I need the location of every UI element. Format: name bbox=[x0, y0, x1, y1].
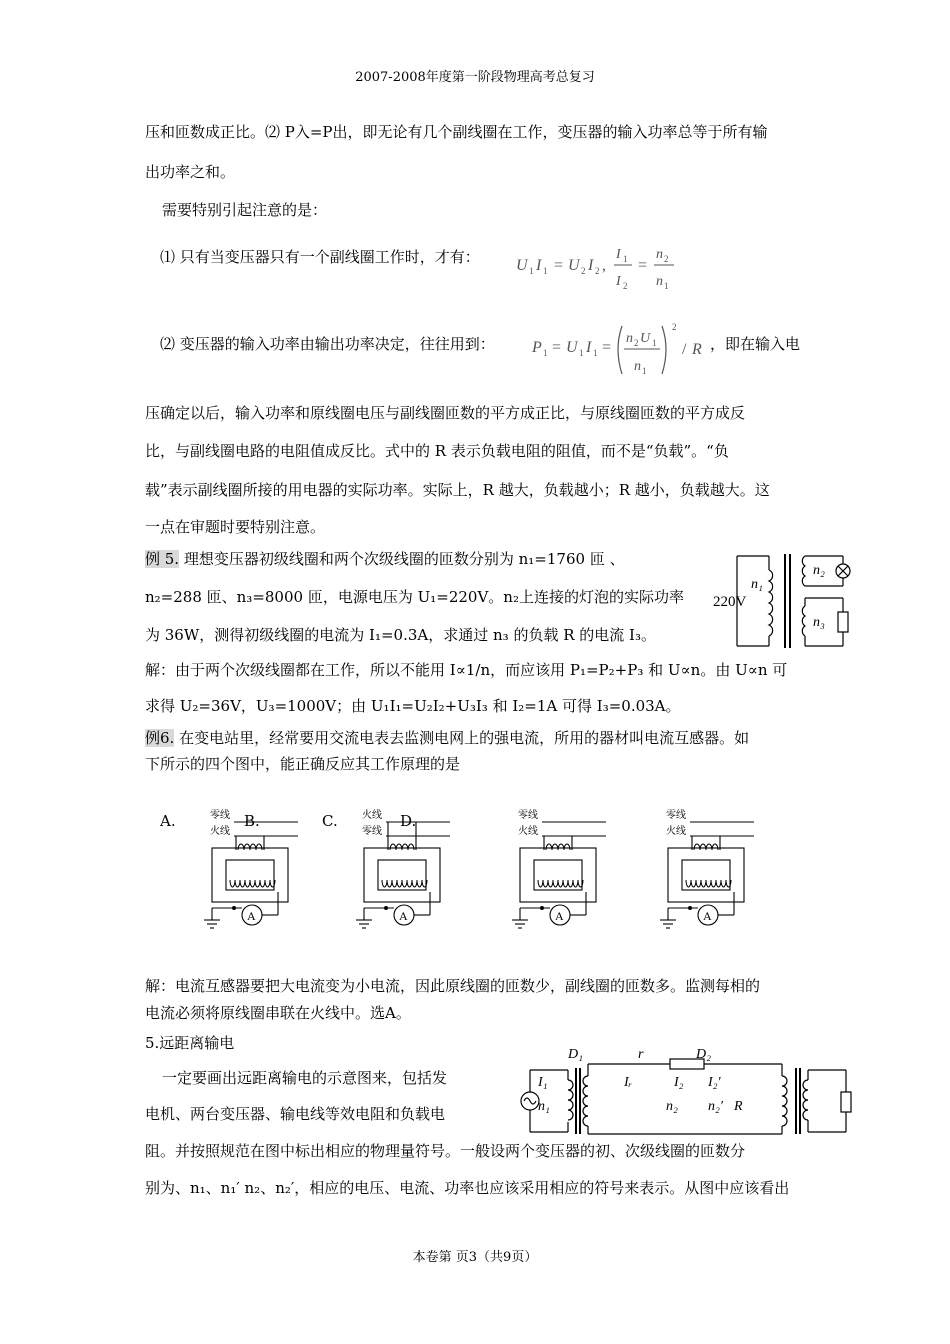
primary-coil bbox=[238, 844, 262, 850]
svg-text:2: 2 bbox=[623, 281, 628, 291]
text-line: ⑵ 变压器的输入功率由输出功率决定，往往用到： bbox=[160, 335, 495, 353]
text-line: 压确定以后，输入功率和原线圈电压与副线圈匝数的平方成正比，与原线圈匝数的平方成反 bbox=[145, 404, 746, 422]
example-tag: 例 5. bbox=[145, 550, 180, 568]
solution-line: 解：由于两个次级线圈都在工作，所以不能用 I∝1/n，而应该用 P₁=P₂+P₃ 和 U∝n。由 U∝n 可 bbox=[145, 661, 788, 679]
junction-dot bbox=[540, 906, 544, 910]
secondary-coil bbox=[230, 880, 275, 887]
solution-line: 求得 U₂=36V，U₃=1000V；由 U₁I₁=U₂I₂+U₃I₃ 和 I₂=1A 可得 I₃=0.03A。 bbox=[145, 697, 681, 715]
option-c: C. bbox=[322, 812, 338, 830]
label-r: r bbox=[638, 1047, 644, 1062]
svg-text:R: R bbox=[692, 341, 702, 358]
coil-label-n2: n₂ bbox=[813, 563, 825, 578]
example6-line2: 下所示的四个图中，能正确反应其工作原理的是 bbox=[145, 755, 461, 773]
text-line: 载”表示副线圈所接的用电器的实际功率。实际上，R 越大，负载越小；R 越小，负载越大。这 bbox=[145, 481, 770, 499]
text-line: 比，与副线圈电路的电阻值成反比。式中的 R 表示负载电阻的阻值，而不是“负载”。“负 bbox=[145, 442, 729, 460]
svg-text:n: n bbox=[634, 359, 641, 374]
example-tag: 例6. bbox=[145, 729, 175, 747]
example5-line1: 例 5. 理想变压器初级线圈和两个次级线圈的匝数分别为 n₁=1760 匝 、 bbox=[145, 550, 625, 568]
option-a: A. bbox=[160, 812, 176, 830]
svg-text:I: I bbox=[536, 257, 542, 274]
svg-text:n: n bbox=[656, 274, 663, 289]
power-transmission-diagram bbox=[510, 1040, 860, 1140]
svg-text:=: = bbox=[602, 339, 612, 356]
example5-line3: 为 36W，测得初级线圈的电流为 I₁=0.3A，求通过 n₃ 的负载 R 的电流 I₃。 bbox=[145, 626, 656, 644]
primary-coil bbox=[546, 844, 570, 850]
ammeter-label: A bbox=[555, 909, 564, 923]
svg-text:1: 1 bbox=[642, 366, 647, 376]
core-window bbox=[534, 860, 582, 890]
svg-text:P: P bbox=[532, 339, 542, 356]
core-frame bbox=[668, 848, 744, 902]
svg-text:1: 1 bbox=[579, 348, 584, 358]
svg-text:I: I bbox=[616, 247, 621, 262]
junction-dot bbox=[688, 906, 692, 910]
primary-coil bbox=[390, 844, 414, 850]
core-window bbox=[226, 860, 274, 890]
svg-text:I: I bbox=[588, 257, 594, 274]
wire-label: 火线 bbox=[210, 826, 230, 837]
page-footer: 本卷第 页3（共9页） bbox=[412, 1250, 538, 1265]
svg-text:1: 1 bbox=[652, 338, 657, 348]
ammeter-label: A bbox=[247, 909, 256, 923]
section-title: 5.远距离输电 bbox=[145, 1034, 235, 1052]
option-b: B. bbox=[244, 812, 260, 830]
svg-text:2: 2 bbox=[595, 266, 600, 276]
svg-text:1: 1 bbox=[664, 281, 669, 291]
svg-text:1: 1 bbox=[543, 348, 548, 358]
secondary-coil bbox=[538, 880, 583, 887]
text-line: 出功率之和。 bbox=[145, 163, 236, 181]
example5-line2: n₂=288 匝、n₃=8000 匝，电源电压为 U₁=220V。n₂上连接的灯泡的实际功率 bbox=[145, 588, 684, 606]
core-frame bbox=[520, 848, 596, 902]
text-line: 别为、n₁、n₁′ n₂、n₂′，相应的电压、电流、功率也应该采用相应的符号来表示。从图中应该看出 bbox=[145, 1179, 790, 1197]
label-D1: D₁ bbox=[568, 1047, 583, 1062]
wire-label: 零线 bbox=[362, 826, 382, 837]
solution-line: 解：电流互感器要把大电流变为小电流，因此原线圈的匝数少，副线圈的匝数多。监测每相的 bbox=[145, 977, 761, 995]
text-line: 一点在审题时要特别注意。 bbox=[145, 518, 326, 536]
junction-dot bbox=[232, 906, 236, 910]
core-frame bbox=[212, 848, 288, 902]
text-line: 阻。并按照规范在图中标出相应的物理量符号。一般设两个变压器的初、次级线圈的匝数分 bbox=[145, 1142, 746, 1160]
svg-text:=: = bbox=[554, 257, 564, 274]
wire-label: 火线 bbox=[666, 826, 686, 837]
coil-label-n3: n₃ bbox=[813, 615, 825, 630]
text-line: ，即在输入电 bbox=[710, 335, 801, 353]
wire-label: 零线 bbox=[666, 810, 686, 821]
example6-line1: 例6. 在变电站里，经常要用交流电表去监测电网上的强电流，所用的器材叫电流互感器。如 bbox=[145, 729, 750, 747]
label-n2-prime: n₂′ bbox=[708, 1099, 723, 1114]
svg-text:n: n bbox=[656, 247, 663, 262]
text-line: 压和匝数成正比。⑵ P入=P出，即无论有几个副线圈在工作，变压器的输入功率总等于所有输 bbox=[145, 123, 768, 141]
text-line: 电机、两台变压器、输电线等效电阻和负载电 bbox=[145, 1105, 446, 1123]
option-d: D. bbox=[400, 812, 417, 830]
svg-text:/: / bbox=[682, 341, 687, 358]
svg-text:=: = bbox=[638, 257, 648, 274]
svg-text:2: 2 bbox=[664, 254, 669, 264]
voltage-label: 220V bbox=[713, 594, 747, 610]
svg-text:,: , bbox=[602, 257, 606, 274]
svg-text:2: 2 bbox=[672, 322, 677, 332]
svg-text:n: n bbox=[626, 331, 633, 346]
svg-text:1: 1 bbox=[623, 254, 628, 264]
junction-dot bbox=[384, 906, 388, 910]
text-line: ⑴ 只有当变压器只有一个副线圈工作时，才有： bbox=[160, 248, 480, 266]
secondary-coil bbox=[382, 880, 427, 887]
svg-text:=: = bbox=[552, 339, 562, 356]
wire-label: 火线 bbox=[362, 810, 382, 821]
svg-text:U: U bbox=[640, 331, 651, 346]
svg-text:2: 2 bbox=[581, 266, 586, 276]
svg-text:U: U bbox=[516, 257, 528, 274]
wire-label: 火线 bbox=[518, 826, 538, 837]
ammeter-label: A bbox=[399, 909, 408, 923]
label-I2: I₂ bbox=[674, 1075, 684, 1090]
primary-coil bbox=[694, 844, 718, 850]
core-frame bbox=[364, 848, 440, 902]
label-I2-prime: I₂′ bbox=[708, 1075, 721, 1090]
label-n2: n₂ bbox=[666, 1099, 678, 1114]
core-window bbox=[378, 860, 426, 890]
text-line: 需要特别引起注意的是： bbox=[162, 201, 328, 219]
text-line: 一定要画出远距离输电的示意图来，包括发 bbox=[162, 1069, 448, 1087]
svg-text:1: 1 bbox=[543, 266, 548, 276]
page-header: 2007-2008年度第一阶段物理高考总复习 bbox=[355, 70, 595, 85]
label-Ir: Iᵣ bbox=[624, 1075, 633, 1090]
svg-text:U: U bbox=[566, 339, 578, 356]
wire-label: 零线 bbox=[210, 810, 230, 821]
core-window bbox=[682, 860, 730, 890]
svg-text:1: 1 bbox=[529, 266, 534, 276]
svg-text:U: U bbox=[568, 257, 580, 274]
ammeter-label: A bbox=[703, 909, 712, 923]
label-R: R bbox=[734, 1099, 743, 1114]
label-I1: I₁ bbox=[538, 1075, 548, 1090]
svg-text:I: I bbox=[586, 339, 592, 356]
coil-label-n1: n₁ bbox=[751, 577, 763, 592]
wire-label: 零线 bbox=[518, 810, 538, 821]
secondary-coil bbox=[686, 880, 731, 887]
label-D2: D₂ bbox=[696, 1047, 711, 1062]
solution-line: 电流必须将原线圈串联在火线中。选A。 bbox=[145, 1004, 411, 1022]
svg-text:2: 2 bbox=[634, 338, 639, 348]
svg-text:1: 1 bbox=[593, 348, 598, 358]
svg-text:I: I bbox=[616, 274, 621, 289]
label-n1: n₁ bbox=[538, 1099, 550, 1114]
